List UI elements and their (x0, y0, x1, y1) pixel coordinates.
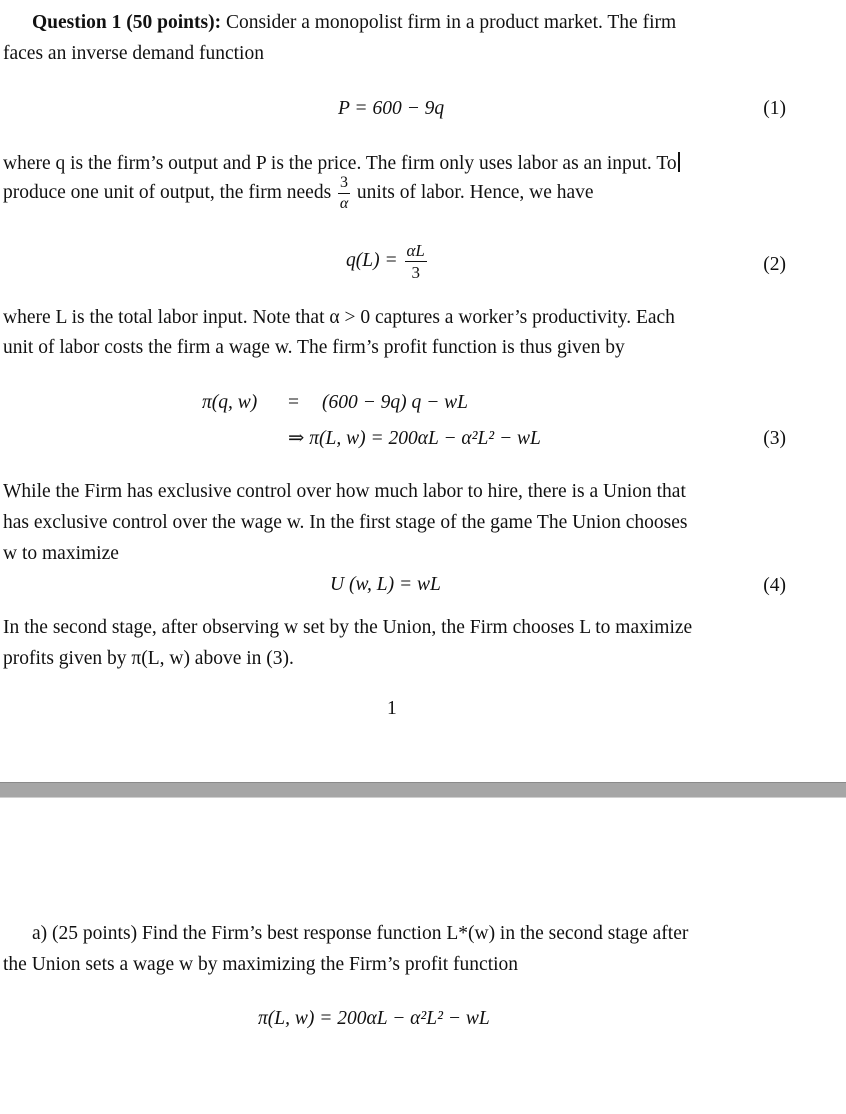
equation-1-number: (1) (763, 98, 786, 119)
paragraph-2-line1 (3, 152, 680, 175)
paragraph-3-line1: where L is the total labor input. Note that α > 0 captures a worker’s productivity. Each (3, 307, 675, 328)
equation-2-fraction (405, 242, 427, 281)
equation-2-denominator: 3 (411, 263, 420, 282)
fraction-denominator: α (339, 195, 349, 212)
paragraph-5-line2: profits given by π(L, w) above in (3). (3, 648, 294, 669)
fraction-3-over-alpha (338, 175, 350, 212)
equation-2-lhs: q(L) = (346, 249, 398, 271)
equation-3a-lhs: π(q, w) (202, 392, 258, 413)
equation-3a-equals: = (288, 392, 299, 413)
paragraph-2-line2a: produce one unit of output, the firm needs (3, 181, 332, 203)
equation-2-number: (2) (763, 254, 786, 275)
paragraph-4-line3: w to maximize (3, 543, 119, 564)
paragraph-4-line1: While the Firm has exclusive control over how much labor to hire, there is a Union that (3, 481, 686, 502)
question-intro-line2: faces an inverse demand function (3, 43, 264, 64)
paragraph-2-line2b: units of labor. Hence, we have (356, 181, 594, 203)
equation-4-number: (4) (763, 575, 786, 596)
page-number: 1 (387, 698, 397, 719)
paragraph-2-line2 (3, 175, 594, 212)
equation-3a-rhs: (600 − 9q) q − wL (322, 392, 469, 413)
equation-3b: ⇒ π(L, w) = 200αL − α²L² − wL (288, 428, 541, 449)
text-cursor (678, 152, 680, 172)
paragraph-2-line1-text: where q is the firm’s output and P is the price. The firm only uses labor as an input. To (3, 153, 677, 174)
paragraph-5-line1: In the second stage, after observing w set by the Union, the Firm chooses L to maximize (3, 617, 693, 638)
equation-1: P = 600 − 9q (338, 98, 445, 119)
question-intro (32, 12, 676, 34)
page-separator (0, 782, 846, 798)
equation-5: π(L, w) = 200αL − α²L² − wL (258, 1008, 490, 1029)
part-a-line1: a) (25 points) Find the Firm’s best response function L*(w) in the second stage after (32, 923, 689, 944)
equation-2 (346, 242, 429, 281)
part-a-line2: the Union sets a wage w by maximizing the Firm’s profit function (3, 954, 519, 975)
equation-2-numerator: αL (406, 241, 425, 260)
question-label: Question 1 (50 points): (32, 12, 222, 33)
equation-3-number: (3) (763, 428, 786, 449)
question-intro-text: Consider a monopolist firm in a product market. The firm (221, 12, 677, 33)
fraction-numerator: 3 (338, 175, 350, 194)
paragraph-3-line2: unit of labor costs the firm a wage w. The firm’s profit function is thus given by (3, 337, 625, 358)
paragraph-4-line2: has exclusive control over the wage w. In the first stage of the game The Union chooses (3, 512, 688, 533)
equation-4: U (w, L) = wL (330, 574, 441, 595)
